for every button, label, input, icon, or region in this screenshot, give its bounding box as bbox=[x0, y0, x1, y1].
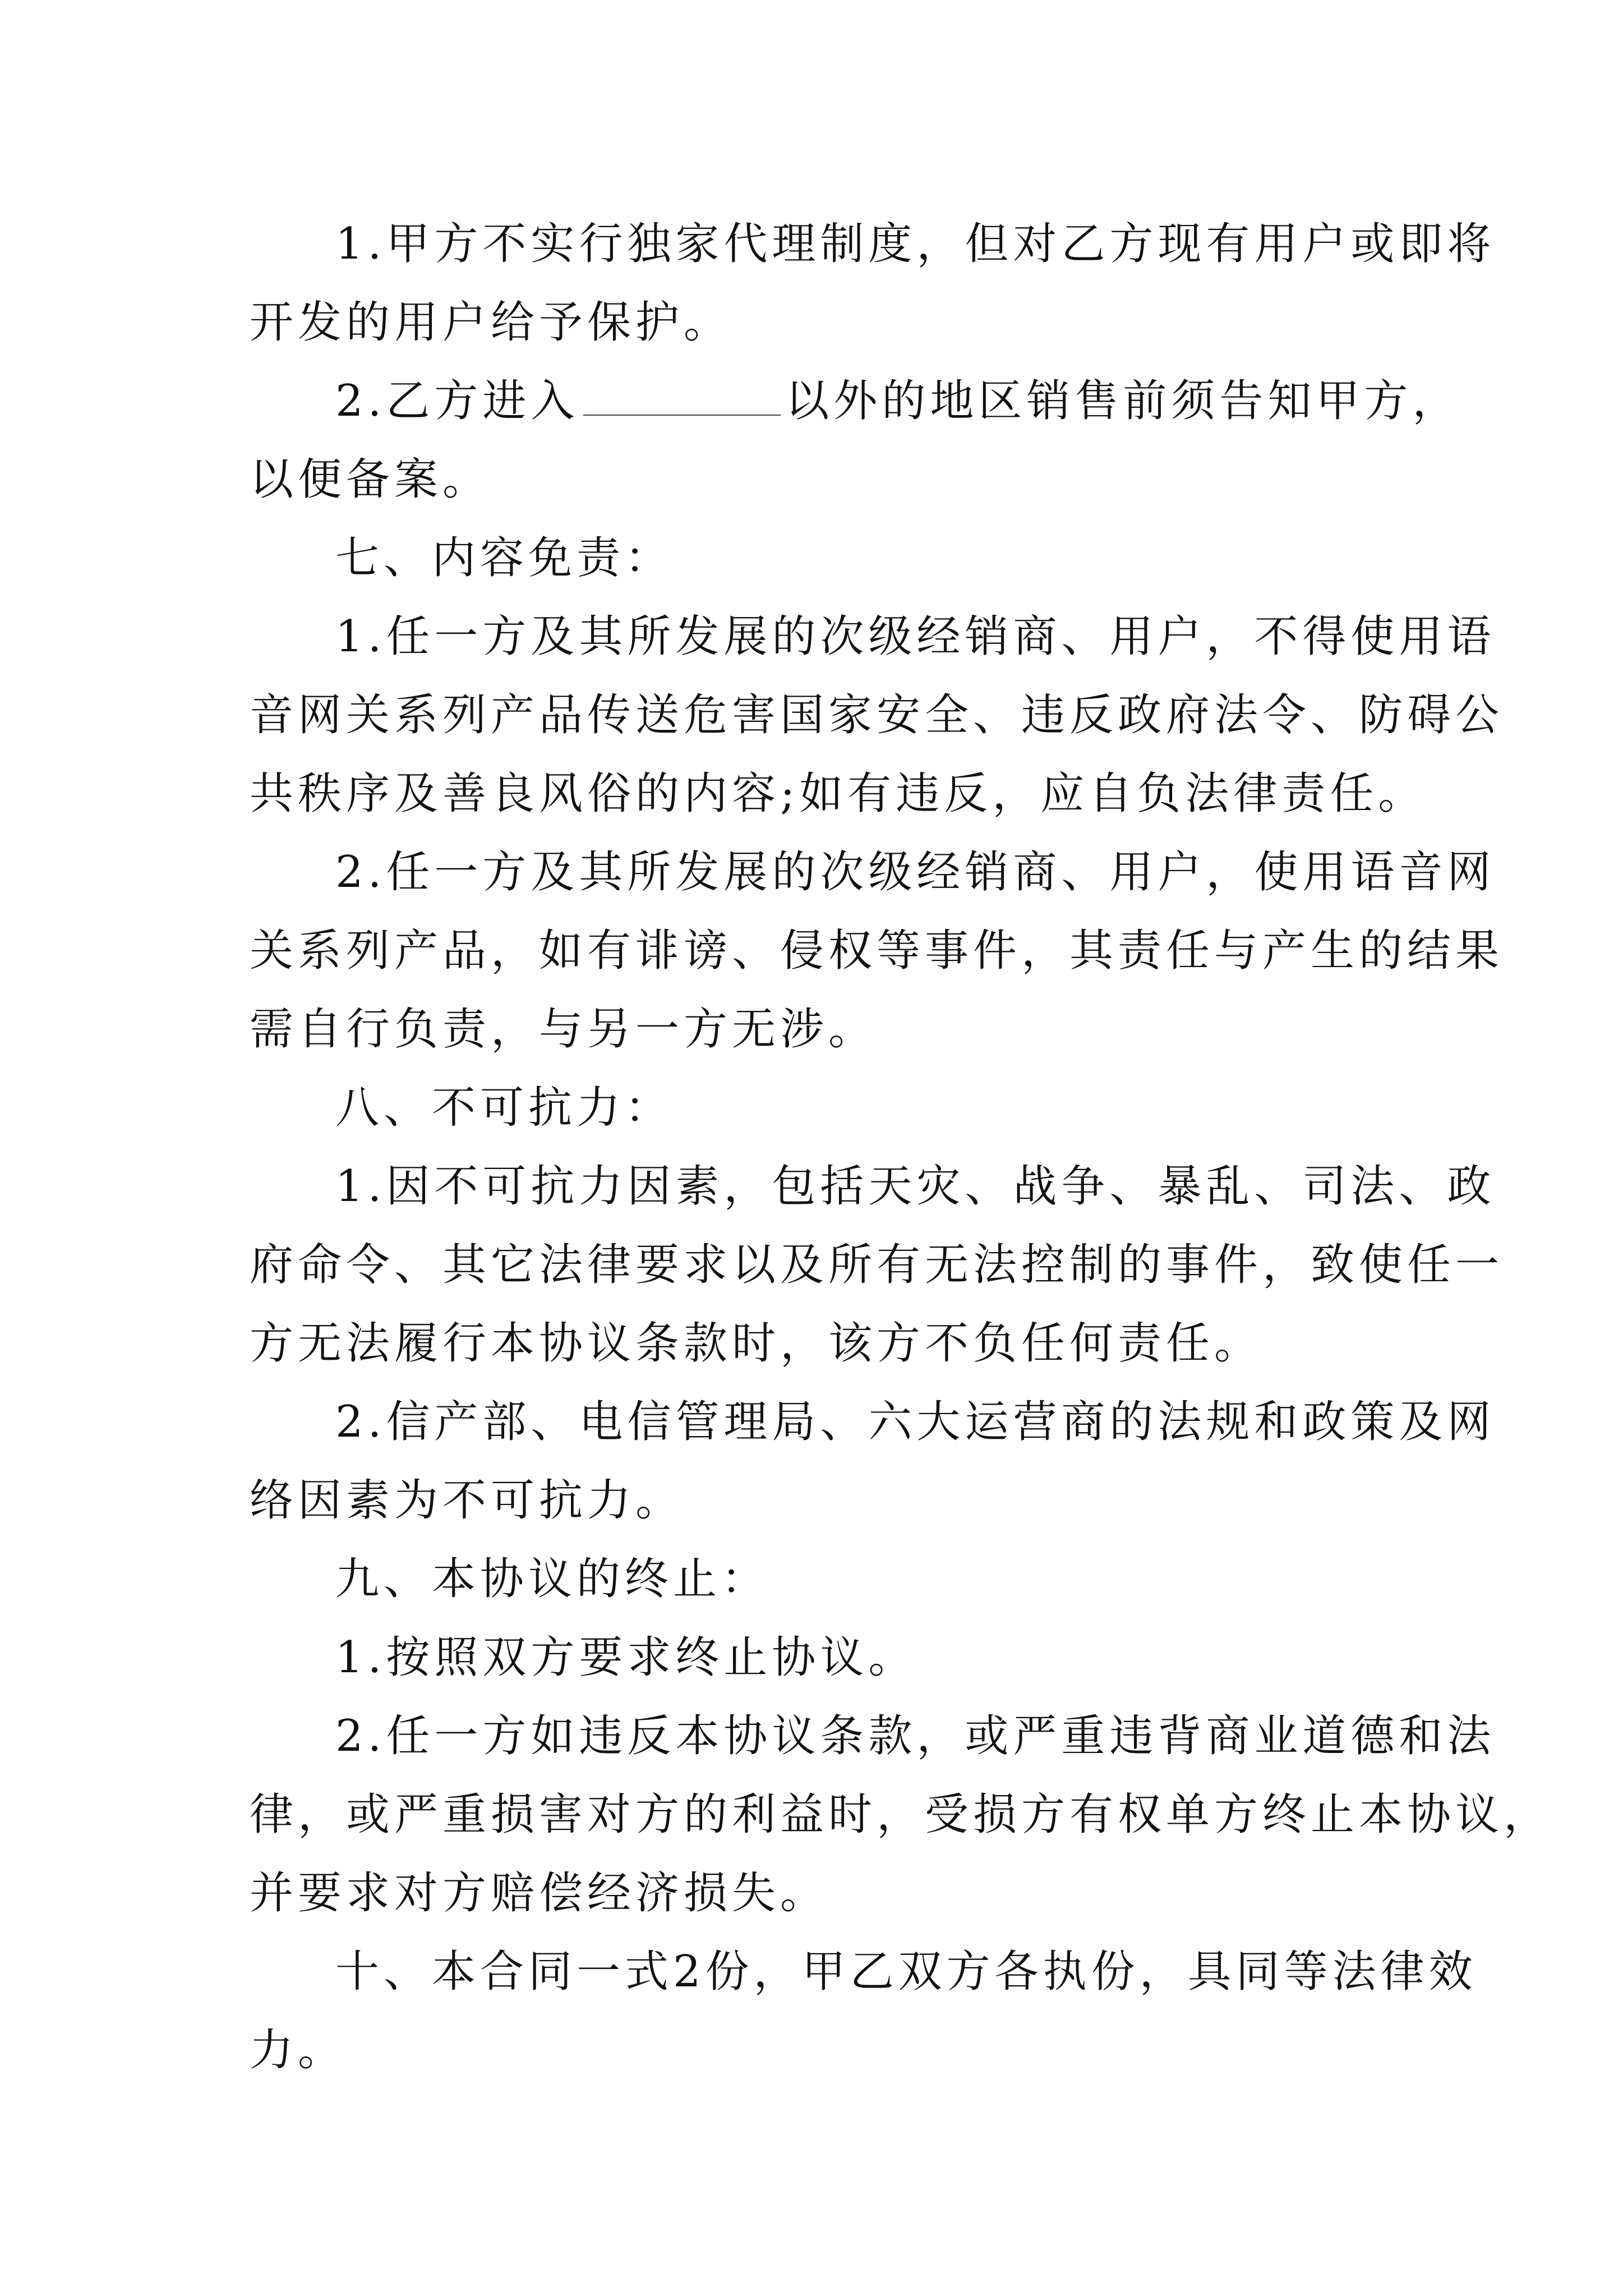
clause-6-1-line-2: 开发的用户给予保护。 bbox=[250, 297, 732, 348]
clause-8-1-line-2: 府命令、其它法律要求以及所有无法控制的事件，致使任一 bbox=[250, 1240, 1504, 1290]
clause-9-2-line-3: 并要求对方赔偿经济损失。 bbox=[250, 1868, 829, 1918]
clause-9-2-line-1: 2.任一方如违反本协议条款，或严重违背商业道德和法 bbox=[335, 1711, 1496, 1761]
clause-8-1-line-1: 1.因不可抗力因素，包括天灾、战争、暴乱、司法、政 bbox=[335, 1161, 1496, 1212]
clause-7-1-line-1: 1.任一方及其所发展的次级经销商、用户，不得使用语 bbox=[335, 611, 1496, 662]
section-8-heading: 八、不可抗力： bbox=[335, 1083, 674, 1133]
clause-7-1-line-3: 共秩序及善良风俗的内容;如有违反，应自负法律责任。 bbox=[250, 769, 1427, 819]
clause-8-1-line-3: 方无法履行本协议条款时，该方不负任何责任。 bbox=[250, 1318, 1263, 1369]
fill-in-blank bbox=[583, 378, 781, 416]
clause-7-2-line-3: 需自行负责，与另一方无涉。 bbox=[250, 1004, 877, 1055]
clause-9-1-line-1: 1.按照双方要求终止协议。 bbox=[335, 1632, 917, 1683]
clause-6-2-line-2: 以便备案。 bbox=[250, 454, 491, 505]
clause-6-2-line-1: 2.乙方进入 以外的地区销售前须告知甲方， bbox=[335, 376, 1461, 426]
clause-9-2-line-2: 律，或严重损害对方的利益时，受损方有权单方终止本协议， bbox=[250, 1789, 1552, 1840]
section-9-heading: 九、本协议的终止： bbox=[335, 1554, 770, 1604]
clause-6-1-line-1: 1.甲方不实行独家代理制度，但对乙方现有用户或即将 bbox=[335, 219, 1496, 269]
clause-8-2-line-2: 络因素为不可抗力。 bbox=[250, 1475, 684, 1526]
clause-7-2-line-2: 关系列产品，如有诽谤、侵权等事件，其责任与产生的结果 bbox=[250, 926, 1504, 976]
clause-8-2-line-1: 2.信产部、电信管理局、六大运营商的法规和政策及网 bbox=[335, 1397, 1496, 1447]
clause-7-1-line-2: 音网关系列产品传送危害国家安全、违反政府法令、防碍公 bbox=[250, 690, 1504, 740]
section-10-line-1: 十、本合同一式2份，甲乙双方各执份，具同等法律效 bbox=[335, 1947, 1477, 1997]
section-7-heading: 七、内容免责： bbox=[335, 533, 674, 583]
section-10-line-2: 力。 bbox=[250, 2025, 347, 2076]
clause-7-2-line-1: 2.任一方及其所发展的次级经销商、用户，使用语音网 bbox=[335, 847, 1496, 898]
